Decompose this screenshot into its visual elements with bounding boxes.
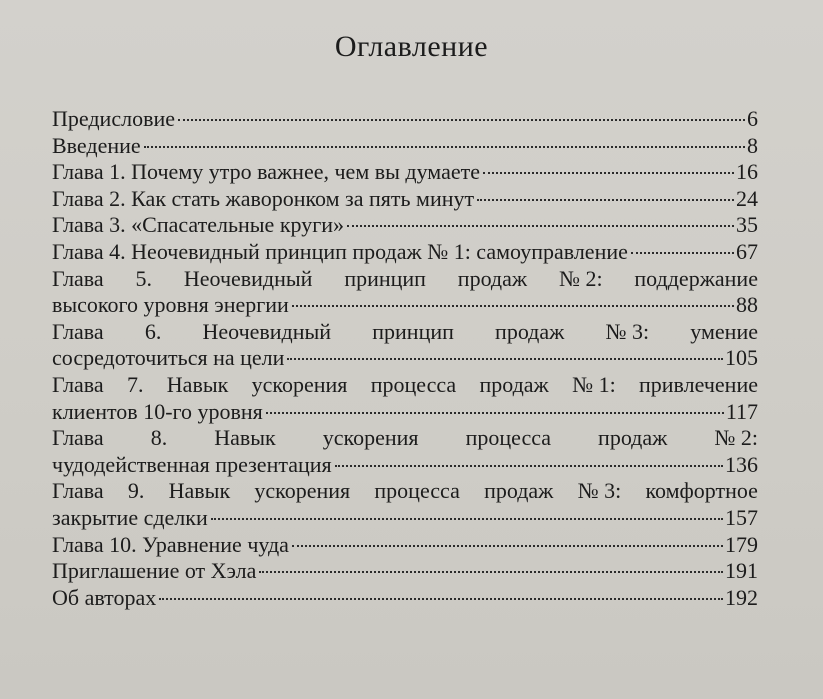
dot-leader (292, 305, 734, 307)
toc-entry-page: 105 (725, 345, 758, 371)
word: Неочевидный (183, 265, 313, 291)
toc-entry-label: сосредоточиться на цели (52, 345, 285, 371)
toc-entry-label: Глава 10. Уравнение чуда (52, 531, 289, 557)
toc-entry (52, 186, 758, 213)
toc-entry-label: Глава 1. Почему утро важнее, чем вы думаете (52, 159, 480, 185)
dot-leader (483, 172, 734, 174)
page-title: Оглавление (334, 30, 489, 63)
dot-leader (347, 225, 734, 227)
word: Глава (52, 478, 104, 504)
toc-entry-label: Глава 4. Неочевидный принцип продаж № 1: самоуправление (52, 238, 628, 264)
toc-entry-label: высокого уровня энергии (52, 292, 289, 318)
word: продаж (495, 318, 565, 344)
toc-entry-page: 179 (725, 531, 758, 557)
toc-entry-label: Приглашение от Хэла (52, 558, 257, 584)
dot-leader (159, 598, 723, 600)
toc-entry (52, 292, 758, 319)
toc-entry-label: Глава 3. «Спасательные круги» (52, 212, 345, 238)
toc-entry-page: 136 (725, 451, 758, 477)
word: 8. (150, 425, 168, 451)
toc-entry-page: 16 (736, 159, 758, 185)
toc-entry (52, 399, 758, 426)
word: № 3: (577, 478, 622, 504)
word: процесса (374, 478, 460, 504)
word: № 2: (558, 265, 603, 291)
word: принцип (344, 265, 426, 291)
dot-leader (287, 358, 723, 360)
toc-entry-page: 191 (725, 558, 758, 584)
toc-entry (52, 452, 758, 479)
toc-entry (52, 159, 758, 186)
toc-entry-label: Предисловие (52, 106, 175, 131)
word: поддержание (634, 265, 758, 291)
toc-entry (52, 212, 758, 239)
table-of-contents (52, 106, 758, 611)
word: Глава (52, 265, 104, 291)
word: Навык (214, 425, 276, 451)
toc-entry-first-line (52, 425, 758, 452)
word: ускорения (322, 425, 419, 451)
word: Неочевидный (202, 318, 332, 344)
word: № 2: (714, 425, 758, 451)
word: 5. (135, 265, 153, 291)
dot-leader (477, 199, 734, 201)
toc-entry (52, 558, 758, 585)
toc-entry-first-line (52, 478, 758, 505)
dot-leader (631, 252, 734, 254)
toc-entry-label: клиентов 10-го уровня (52, 398, 263, 424)
word: продаж (598, 425, 668, 451)
toc-entry-page: 88 (736, 292, 758, 318)
word: ускорения (251, 371, 348, 397)
word: продаж (484, 478, 554, 504)
word: привлечение (639, 371, 758, 397)
word: продаж (479, 371, 549, 397)
word: № 1: (572, 371, 616, 397)
word: Глава (52, 371, 104, 397)
toc-entry-page: 6 (747, 106, 758, 131)
word: процесса (370, 371, 457, 397)
word: ускорения (254, 478, 351, 504)
toc-entry-first-line (52, 266, 758, 293)
toc-entry-page: 192 (725, 584, 758, 610)
word: Навык (166, 371, 229, 397)
toc-entry-page: 117 (725, 398, 758, 424)
toc-entry-page: 24 (736, 185, 758, 211)
dot-leader (292, 545, 723, 547)
word: № 3: (605, 318, 650, 344)
dot-leader (266, 412, 724, 414)
toc-entry-label: Введение (52, 132, 141, 158)
toc-entry (52, 133, 758, 160)
word: 6. (144, 318, 162, 344)
toc-entry-first-line (52, 372, 758, 399)
dot-leader (144, 146, 745, 148)
toc-entry-page: 67 (736, 238, 758, 264)
dot-leader (178, 119, 745, 121)
toc-entry-first-line (52, 319, 758, 346)
toc-entry (52, 585, 758, 612)
toc-entry (52, 106, 758, 133)
word: процесса (465, 425, 552, 451)
word: умение (690, 318, 758, 344)
toc-entry-label: чудодейственная презентация (52, 451, 332, 477)
toc-entry-label: закрытие сделки (52, 504, 208, 530)
toc-entry-label: Глава 2. Как стать жаворонком за пять минут (52, 185, 475, 211)
word: Глава (52, 318, 104, 344)
toc-entry-page: 157 (725, 504, 758, 530)
dot-leader (211, 518, 723, 520)
word: 7. (126, 371, 144, 397)
toc-entry (52, 532, 758, 559)
dot-leader (259, 571, 723, 573)
word: Навык (168, 478, 231, 504)
toc-entry (52, 239, 758, 266)
word: Глава (52, 425, 104, 451)
word: принцип (372, 318, 454, 344)
toc-entry-page: 8 (747, 132, 758, 158)
word: комфортное (645, 478, 758, 504)
toc-entry (52, 345, 758, 372)
toc-entry (52, 505, 758, 532)
dot-leader (335, 465, 723, 467)
toc-entry-page: 35 (736, 212, 758, 238)
toc-entry-label: Об авторах (52, 584, 157, 610)
word: 9. (127, 478, 145, 504)
word: продаж (457, 265, 528, 291)
